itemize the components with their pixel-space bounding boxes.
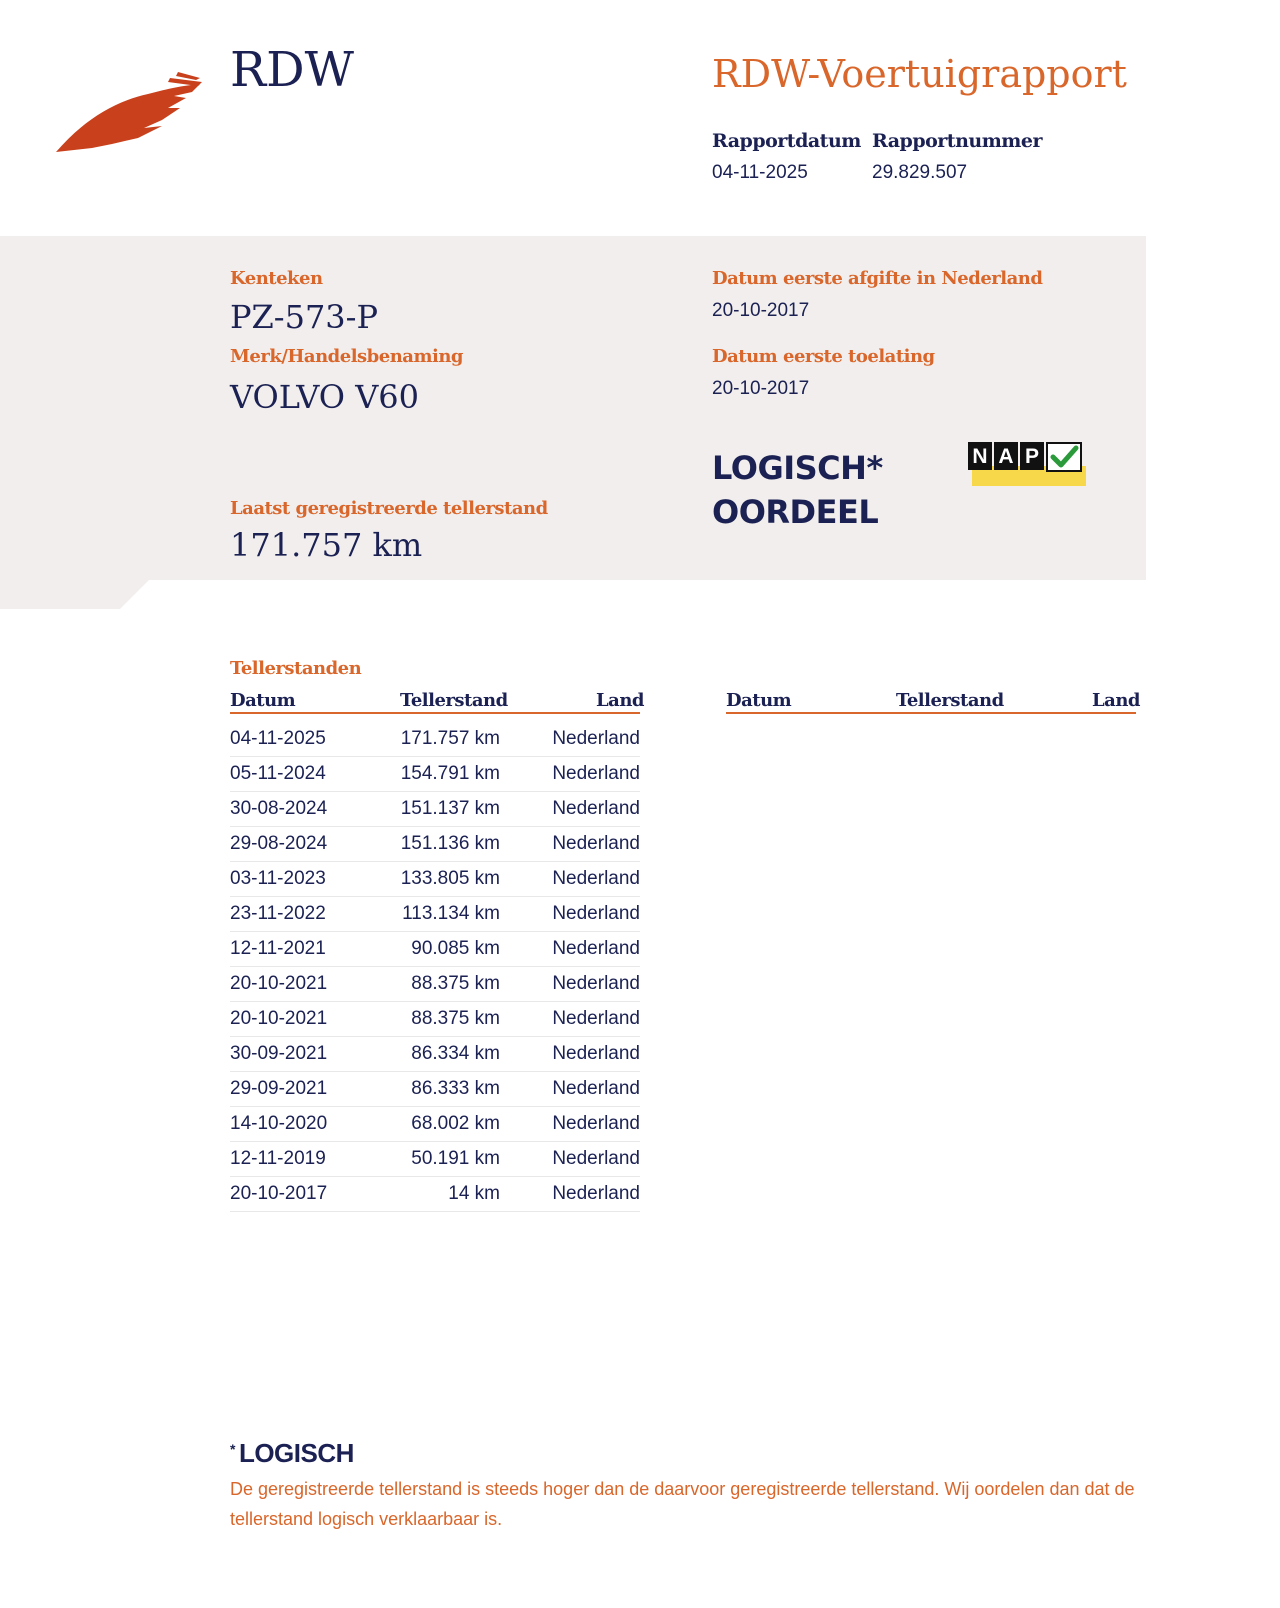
reading-km: 50.191 km	[411, 1148, 500, 1169]
reading-land: Nederland	[552, 833, 640, 854]
table-row	[230, 1037, 640, 1072]
reading-km: 151.137 km	[400, 798, 500, 819]
header-divider	[230, 712, 640, 714]
reading-date: 04-11-2025	[230, 728, 326, 749]
col-date-header: Datum	[230, 690, 296, 711]
reading-km: 88.375 km	[411, 973, 500, 994]
report-date-label: Rapportdatum	[712, 130, 861, 152]
reading-km: 133.805 km	[400, 868, 500, 889]
odometer-label: Laatst geregistreerde tellerstand	[230, 498, 548, 519]
nap-letter-a: A	[994, 442, 1018, 470]
reading-date: 29-08-2024	[230, 833, 328, 854]
table-row	[230, 1072, 640, 1107]
reading-date: 20-10-2021	[230, 1008, 328, 1029]
rdw-logo-icon	[52, 68, 212, 156]
reading-land: Nederland	[552, 728, 640, 749]
table-row	[230, 1107, 640, 1142]
col-date-header-2: Datum	[726, 690, 792, 711]
odometer-value: 171.757 km	[230, 526, 423, 564]
reading-km: 151.136 km	[400, 833, 500, 854]
reading-km: 113.134 km	[402, 903, 500, 924]
col-land-header: Land	[596, 690, 644, 711]
panel-tab	[0, 579, 150, 609]
table-row	[230, 757, 640, 792]
make-label: Merk/Handelsbenaming	[230, 346, 464, 367]
first-nl-date: 20-10-2017	[712, 300, 810, 321]
col-land-header-2: Land	[1092, 690, 1140, 711]
header-divider-2	[726, 712, 1136, 714]
table-row	[230, 1177, 640, 1212]
reading-date: 03-11-2023	[230, 868, 326, 889]
readings-title: Tellerstanden	[230, 658, 362, 679]
reading-land: Nederland	[552, 763, 640, 784]
reading-land: Nederland	[552, 1148, 640, 1169]
nap-badge	[968, 442, 1086, 486]
brand-name: RDW	[230, 42, 354, 98]
reading-land: Nederland	[552, 903, 640, 924]
reading-date: 20-10-2021	[230, 973, 328, 994]
table-row	[230, 792, 640, 827]
table-row	[230, 827, 640, 862]
reading-date: 23-11-2022	[230, 903, 326, 924]
reading-km: 68.002 km	[411, 1113, 500, 1134]
footnote-marker: *	[230, 1441, 235, 1457]
reading-land: Nederland	[552, 938, 640, 959]
report-number: 29.829.507	[872, 162, 968, 183]
reading-km: 14 km	[448, 1183, 500, 1204]
report-number-label: Rapportnummer	[872, 130, 1043, 152]
table-row	[230, 932, 640, 967]
reading-km: 90.085 km	[411, 938, 500, 959]
reading-land: Nederland	[552, 973, 640, 994]
table-row	[230, 967, 640, 1002]
reading-date: 12-11-2019	[230, 1148, 326, 1169]
reading-date: 30-08-2024	[230, 798, 328, 819]
reading-km: 171.757 km	[400, 728, 500, 749]
reading-land: Nederland	[552, 1078, 640, 1099]
license-plate: PZ-573-P	[230, 298, 378, 336]
table-row	[230, 1002, 640, 1037]
reading-land: Nederland	[552, 868, 640, 889]
reading-km: 88.375 km	[411, 1008, 500, 1029]
report-date: 04-11-2025	[712, 162, 808, 183]
table-row	[230, 1142, 640, 1177]
reading-land: Nederland	[552, 798, 640, 819]
reading-km: 86.334 km	[411, 1043, 500, 1064]
table-row	[230, 722, 640, 757]
plate-label: Kenteken	[230, 268, 323, 289]
verdict-line-2: OORDEEL	[712, 493, 879, 531]
reading-date: 30-09-2021	[230, 1043, 328, 1064]
reading-km: 154.791 km	[400, 763, 500, 784]
check-icon	[1046, 442, 1082, 472]
col-km-header-2: Tellerstand	[896, 690, 1004, 711]
reading-date: 12-11-2021	[230, 938, 326, 959]
reading-date: 14-10-2020	[230, 1113, 328, 1134]
reading-land: Nederland	[552, 1113, 640, 1134]
col-km-header: Tellerstand	[400, 690, 508, 711]
first-admission-label: Datum eerste toelating	[712, 346, 935, 367]
footnote-heading: LOGISCH	[238, 1438, 354, 1468]
vehicle-make: VOLVO V60	[230, 378, 420, 416]
reading-date: 05-11-2024	[230, 763, 326, 784]
table-row	[230, 862, 640, 897]
verdict-line-1: LOGISCH*	[712, 449, 883, 487]
report-title: RDW-Voertuigrapport	[712, 52, 1127, 96]
first-admission-date: 20-10-2017	[712, 378, 810, 399]
reading-date: 29-09-2021	[230, 1078, 328, 1099]
reading-land: Nederland	[552, 1008, 640, 1029]
footnote-text: De geregistreerde tellerstand is steeds hoger dan de daarvoor geregistreerde tellerstand. Wij oordelen dan dat de tellerstand logisch verklaarbaar is.	[230, 1479, 1135, 1529]
nap-letter-n: N	[968, 442, 992, 470]
nap-letter-p: P	[1020, 442, 1044, 470]
reading-date: 20-10-2017	[230, 1183, 328, 1204]
reading-land: Nederland	[552, 1183, 640, 1204]
reading-km: 86.333 km	[411, 1078, 500, 1099]
table-row	[230, 897, 640, 932]
first-nl-label: Datum eerste afgifte in Nederland	[712, 268, 1043, 289]
reading-land: Nederland	[552, 1043, 640, 1064]
footnote-title	[230, 1438, 354, 1469]
